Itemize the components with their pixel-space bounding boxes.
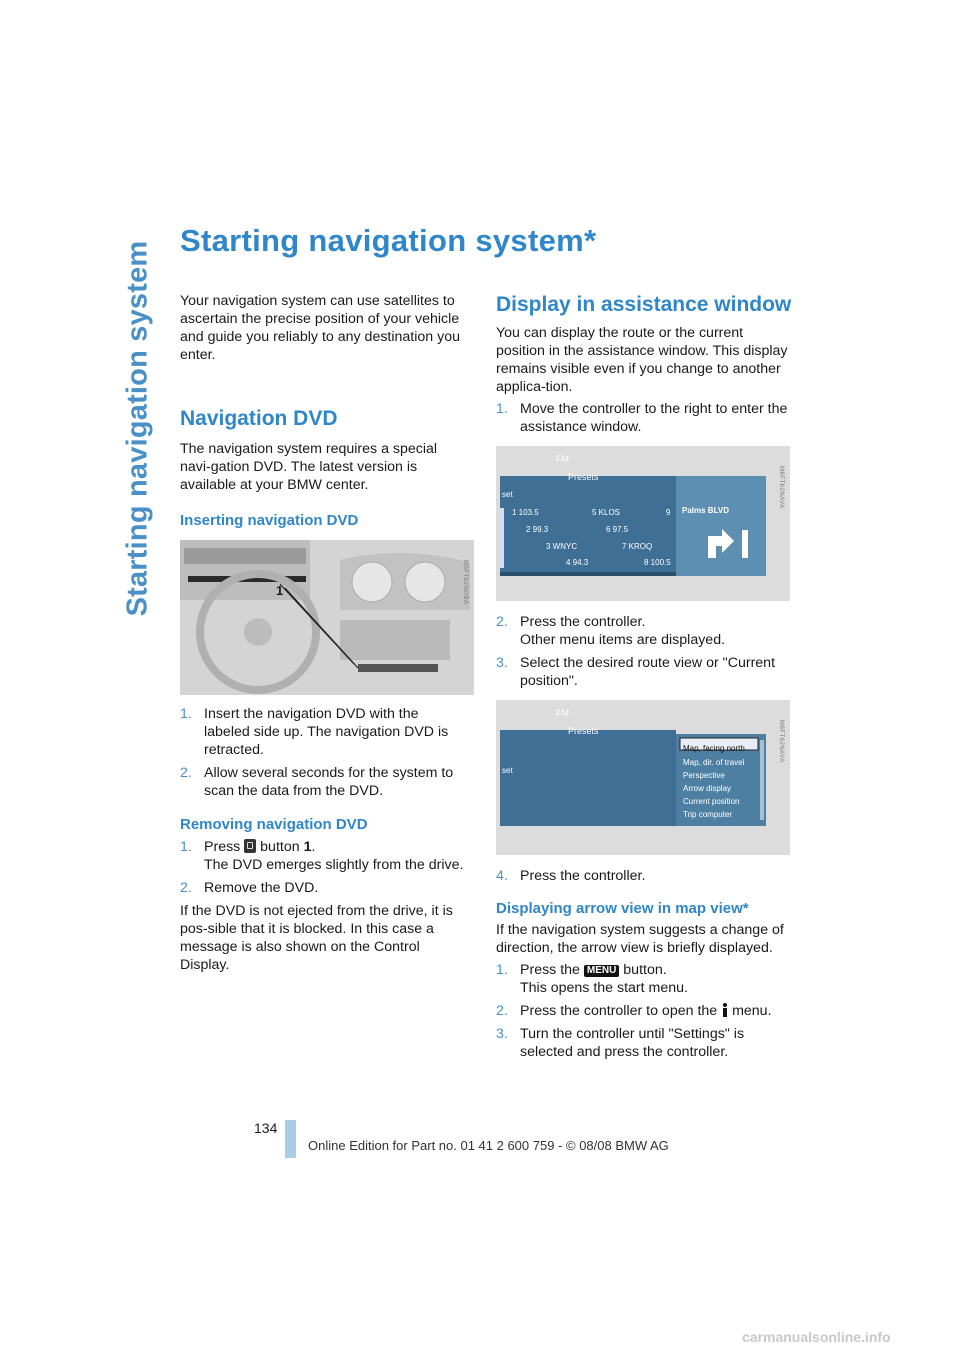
- menu-item: Current position: [683, 797, 740, 806]
- list-item: 2. Press the controller. Other menu items are displayed.: [496, 614, 726, 648]
- figure-code: M5FT62NOBA: [462, 560, 468, 605]
- list-item: 2. Allow several seconds for the system to scan the data from the DVD.: [180, 765, 454, 799]
- list-item: 3. Turn the controller until "Settings" is selected and press the controller.: [496, 1026, 745, 1060]
- watermark: carmanualsonline.info: [742, 1329, 891, 1345]
- list-item: 3. Select the desired route view or "Current position".: [496, 655, 776, 689]
- right-column: [496, 293, 792, 1066]
- remove-note: If the DVD is not ejected from the drive, it is pos-sible that it is blocked. In this case a message is also shown on the Control Display.: [180, 903, 453, 973]
- page-title: Starting navigation system*: [180, 223, 597, 258]
- list-item: 2. Press the controller to open the menu.: [496, 1003, 772, 1019]
- heading-arrow-view: Displaying arrow view in map view*: [496, 900, 749, 917]
- arrow-paragraph: If the navigation system suggests a change of direction, the arrow view is briefly displayed.: [496, 922, 784, 956]
- arrow-steps: [496, 961, 788, 1061]
- assist-steps: [496, 400, 788, 436]
- heading-removing-dvd: Removing navigation DVD: [180, 816, 368, 833]
- intro-paragraph: Your navigation system can use satellites to ascertain the precise position of your vehicle and guide you reliably to any destination you enter.: [180, 293, 461, 363]
- footer-bar: [285, 1120, 296, 1158]
- assist-steps-2: [496, 613, 788, 690]
- assist-steps-3: [496, 867, 788, 885]
- side-tab-label: Starting navigation system: [121, 240, 154, 616]
- dashboard-illustration: [180, 540, 474, 695]
- heading-navigation-dvd: Navigation DVD: [180, 407, 338, 430]
- insert-steps: [180, 705, 467, 800]
- menu-item: Map, dir. of travel: [683, 758, 745, 767]
- eject-button-icon: [244, 839, 256, 853]
- figure-route-menu: FM Presets set Map, facing north Map, dir. of travel Perspective Arrow display Current position Trip computer M6FT62NAVA: [496, 700, 790, 855]
- assist-paragraph: You can display the route or the current position in the assistance window. This display remains visible even if you change to another applica-tion.: [496, 325, 788, 395]
- menu-item: Map, facing north: [683, 744, 745, 753]
- remove-steps: [180, 838, 467, 897]
- street-label: Palms BLVD: [682, 506, 729, 515]
- side-tab: [118, 228, 158, 628]
- figure-dashboard-dvd: [180, 540, 474, 695]
- list-item: 4. Press the controller.: [496, 868, 646, 884]
- list-item: 1. Press the MENU button. This opens the start menu.: [496, 962, 688, 996]
- figure-assistance-window: FM Presets set 1 103.5 5 KLOS 9 2 99.3 6 97.5 3 WNYC 7 KROQ 4 94.3 8 100.5 Palms BLVD M6FT62NAVA: [496, 446, 790, 601]
- list-item: 1. Insert the navigation DVD with the labeled side up. The navigation DVD is retracted.: [180, 706, 449, 758]
- menu-item: Perspective: [683, 771, 725, 780]
- page-number: 134: [254, 1120, 278, 1136]
- title-star: *: [584, 223, 597, 258]
- list-item: 1. Move the controller to the right to enter the assistance window.: [496, 401, 788, 435]
- footer-edition: Online Edition for Part no. 01 41 2 600 759 - © 08/08 BMW AG: [308, 1138, 669, 1153]
- menu-item: Trip computer: [683, 810, 733, 819]
- menu-button-icon: MENU: [584, 965, 619, 977]
- figure-callout-1: 1: [276, 583, 284, 598]
- heading-assistance-window: Display in assistance window: [496, 293, 792, 316]
- list-item: 2. Remove the DVD.: [180, 880, 319, 896]
- menu-item: Arrow display: [683, 784, 732, 793]
- info-icon: [721, 1003, 728, 1017]
- left-column: [180, 292, 467, 978]
- heading-inserting-dvd: Inserting navigation DVD: [180, 512, 359, 529]
- dvd-paragraph: The navigation system requires a special navi-gation DVD. The latest version is available at your BMW center.: [180, 441, 438, 493]
- route-menu-screen: [496, 700, 790, 855]
- list-item: 1. Press button 1. The DVD emerges slightly from the drive.: [180, 839, 464, 873]
